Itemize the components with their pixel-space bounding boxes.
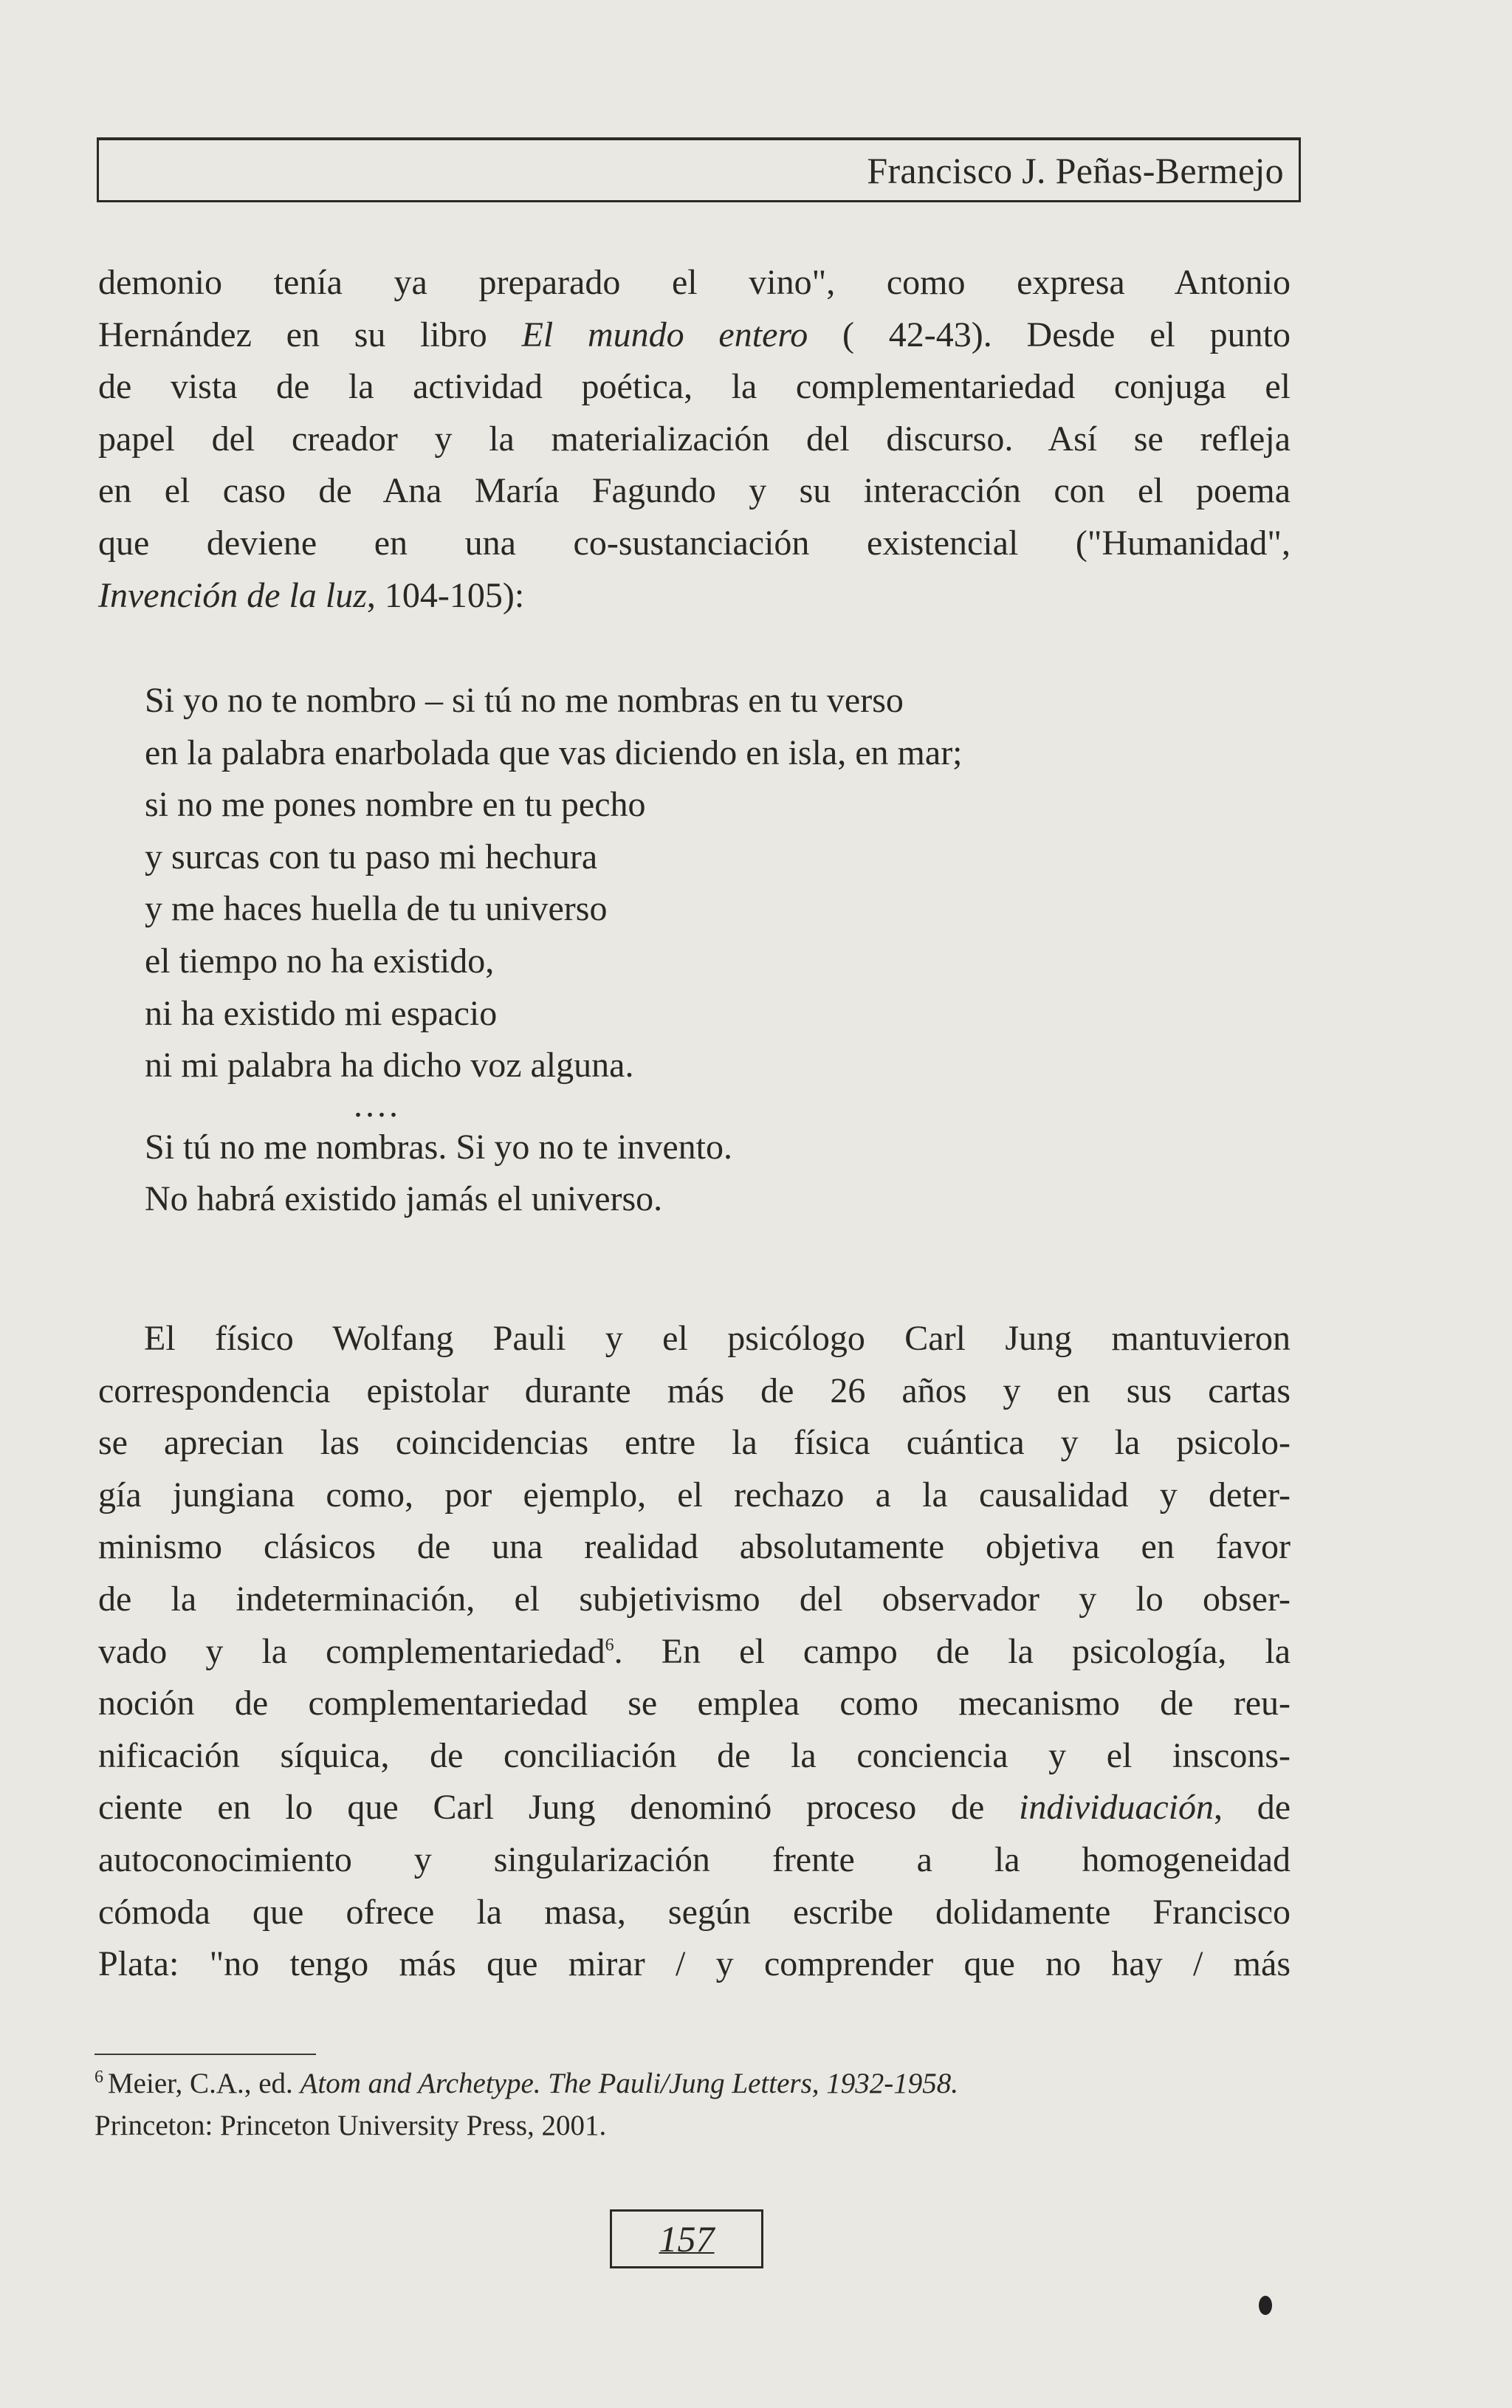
italic-term: individuación <box>1019 1788 1214 1828</box>
paragraph-2 <box>98 1313 1291 1991</box>
poem-line: el tiempo no ha existido, <box>145 941 495 981</box>
paragraph-1-line: papel del creador y la materialización del discurso. Así se refleja <box>98 419 1291 459</box>
footnote-line: $^6$ Meier, C.A., ed. Atom and Archetype. The Pauli/Jung Letters, 1932-1958. <box>94 2068 959 2099</box>
footnote-mark: 6 <box>94 2068 103 2087</box>
paragraph-2-line: de la indeterminación, el subjetivismo del observador y lo obser- <box>98 1579 1291 1619</box>
paragraph-2-line: gía jungiana como, por ejemplo, el rechazo a la causalidad y deter- <box>98 1475 1291 1515</box>
paragraph-2-line: noción de complementariedad se emplea como mecanismo de reu- <box>98 1684 1291 1723</box>
paragraph-2-line: cómoda que ofrece la masa, según escribe dolidamente Francisco <box>98 1892 1291 1932</box>
poem-line: Si yo no te nombro – si tú no me nombras en tu verso <box>145 681 904 720</box>
poem-line: No habrá existido jamás el universo. <box>145 1179 663 1219</box>
paragraph-1-line: demonio tenía ya preparado el vino", como expresa Antonio <box>98 263 1291 302</box>
paragraph-1-line: en el caso de Ana María Fagundo y su interacción con el poema <box>98 471 1291 511</box>
poem-line: si no me pones nombre en tu pecho <box>145 785 646 825</box>
running-header-author: Francisco J. Peñas-Bermejo <box>867 150 1284 191</box>
paragraph-2-line: nificación síquica, de conciliación de la conciencia y el inscons- <box>98 1735 1291 1775</box>
paragraph-1 <box>98 257 1291 622</box>
poem-quote <box>145 675 963 1226</box>
paragraph-2-line: se aprecian las coincidencias entre la física cuántica y la psicolo- <box>98 1423 1291 1463</box>
paragraph-1-line: de vista de la actividad poética, la complementariedad conjuga el <box>98 367 1291 407</box>
book-title: El mundo entero <box>521 315 808 354</box>
paragraph-1-line: que deviene en una co-sustanciación existencial ("Humanidad", <box>98 523 1291 563</box>
poem-line: y surcas con tu paso mi hechura <box>145 837 598 877</box>
poem-line: ni ha existido mi espacio <box>145 993 498 1033</box>
page-number: 157 <box>659 2218 715 2260</box>
ink-speck <box>1259 2296 1272 2315</box>
paragraph-2-line: ciente en lo que Carl Jung denominó proceso de individuación, de <box>98 1788 1291 1828</box>
footnote <box>94 2065 1291 2145</box>
paragraph-1-line: Invención de la luz, 104-105): <box>98 575 525 615</box>
poem-line: ni mi palabra ha dicho voz alguna. <box>145 1046 634 1085</box>
poem-line: Si tú no me nombras. Si yo no te invento. <box>145 1127 732 1167</box>
paragraph-1-line: Hernández en su libro El mundo entero ( 42-43). Desde el punto <box>98 315 1291 354</box>
running-header-box <box>97 137 1301 202</box>
footnote-title: Atom and Archetype. The Pauli/Jung Letters, 1932-1958. <box>300 2068 959 2099</box>
page-number-box <box>610 2209 763 2268</box>
paragraph-2-line: Plata: "no tengo más que mirar / y comprender que no hay / más <box>98 1944 1291 1984</box>
paragraph-2-line: correspondencia epistolar durante más de 26 años y en sus cartas <box>98 1371 1291 1410</box>
footnote-divider <box>94 2054 316 2055</box>
paragraph-2-line: minismo clásicos de una realidad absolutamente objetiva en favor <box>98 1527 1291 1567</box>
poem-ellipsis: .... <box>354 1085 401 1125</box>
book-title: Invención de la luz <box>98 575 367 615</box>
poem-line: y me haces huella de tu universo <box>145 889 608 929</box>
paragraph-2-line: El físico Wolfang Pauli y el psicólogo Carl Jung mantuvieron <box>144 1319 1291 1358</box>
footnote-line: Princeton: Princeton University Press, 2001. <box>94 2110 607 2141</box>
footnote-reference: 6 <box>605 1635 614 1655</box>
paragraph-2-line: vado y la complementariedad$^6$. En el campo de la psicología, la <box>98 1631 1291 1671</box>
poem-line: en la palabra enarbolada que vas diciendo en isla, en mar; <box>145 733 963 772</box>
paragraph-2-line: autoconocimiento y singularización frente a la homogeneidad <box>98 1839 1291 1879</box>
